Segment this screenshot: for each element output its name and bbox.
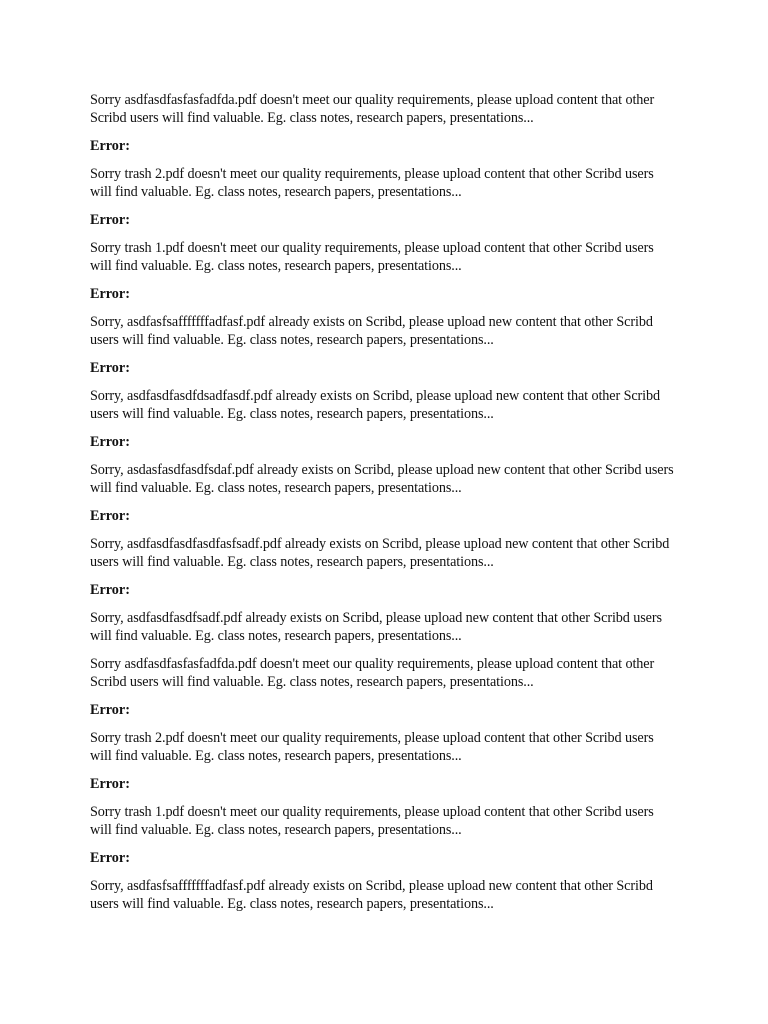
error-heading: Error:	[90, 360, 130, 376]
document-body	[90, 91, 676, 913]
error-message: Sorry, asdfasdfasdfasdfasfsadf.pdf already exists on Scribd, please upload new content that other Scribd users will find valuable. Eg. class notes, research papers, presentations...	[90, 536, 670, 570]
error-heading: Error:	[90, 286, 130, 302]
error-message: Sorry asdfasdfasfasfadfda.pdf doesn't meet our quality requirements, please upload content that other Scribd users will find valuable. Eg. class notes, research papers, presentations...	[90, 92, 655, 126]
error-message: Sorry trash 2.pdf doesn't meet our quality requirements, please upload content that other Scribd users will find valuable. Eg. class notes, research papers, presentations...	[90, 730, 654, 764]
error-message: Sorry trash 2.pdf doesn't meet our quality requirements, please upload content that other Scribd users will find valuable. Eg. class notes, research papers, presentations...	[90, 166, 654, 200]
error-message: Sorry trash 1.pdf doesn't meet our quality requirements, please upload content that other Scribd users will find valuable. Eg. class notes, research papers, presentations...	[90, 804, 654, 838]
error-heading: Error:	[90, 212, 130, 228]
error-heading: Error:	[90, 138, 130, 154]
error-heading: Error:	[90, 702, 130, 718]
error-heading: Error:	[90, 850, 130, 866]
error-message: Sorry, asdfasdfasdfsadf.pdf already exists on Scribd, please upload new content that other Scribd users will find valuable. Eg. class notes, research papers, presentations...	[90, 610, 662, 644]
error-message: Sorry, asdfasfsafffffffadfasf.pdf already exists on Scribd, please upload new content that other Scribd users will find valuable. Eg. class notes, research papers, presentations...	[90, 314, 653, 348]
error-heading: Error:	[90, 434, 130, 450]
error-heading: Error:	[90, 776, 130, 792]
error-message: Sorry trash 1.pdf doesn't meet our quality requirements, please upload content that other Scribd users will find valuable. Eg. class notes, research papers, presentations...	[90, 240, 654, 274]
error-message: Sorry asdfasdfasfasfadfda.pdf doesn't meet our quality requirements, please upload content that other Scribd users will find valuable. Eg. class notes, research papers, presentations...	[90, 656, 655, 690]
error-heading: Error:	[90, 508, 130, 524]
error-message: Sorry, asdfasfsafffffffadfasf.pdf already exists on Scribd, please upload new content that other Scribd users will find valuable. Eg. class notes, research papers, presentations...	[90, 878, 653, 912]
error-heading: Error:	[90, 582, 130, 598]
error-message: Sorry, asdasfasdfasdfsdaf.pdf already exists on Scribd, please upload new content that other Scribd users will find valuable. Eg. class notes, research papers, presentations...	[90, 462, 674, 496]
error-message: Sorry, asdfasdfasdfdsadfasdf.pdf already exists on Scribd, please upload new content that other Scribd users will find valuable. Eg. class notes, research papers, presentations...	[90, 388, 661, 422]
